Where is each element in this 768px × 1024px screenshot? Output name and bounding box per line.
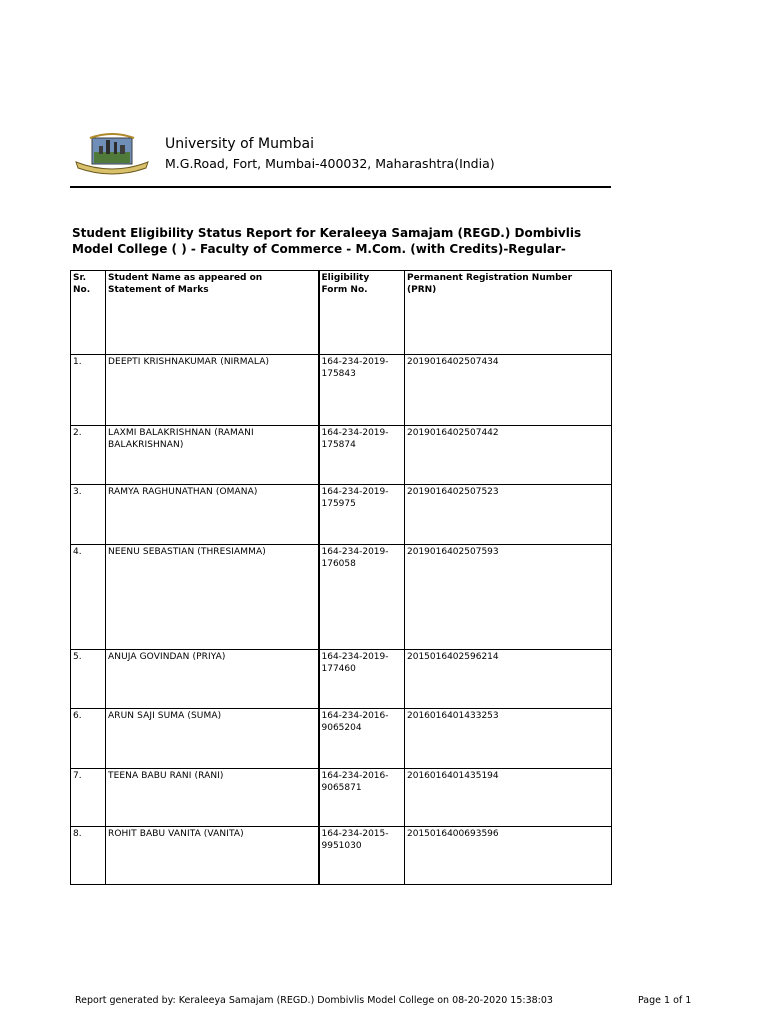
eligibility-table [70, 270, 612, 885]
cell-prn: 2019016402507434 [405, 355, 612, 426]
report-title [72, 225, 632, 257]
cell-prn: 2015016400693596 [405, 827, 612, 885]
cell-name: RAMYA RAGHUNATHAN (OMANA) [106, 485, 319, 545]
table-row [71, 545, 612, 650]
cell-form: 164-234-2016- 9065204 [319, 709, 405, 769]
cell-sr: 5. [71, 650, 106, 709]
cell-prn: 2016016401433253 [405, 709, 612, 769]
cell-name: TEENA BABU RANI (RANI) [106, 769, 319, 827]
header-sr-no: Sr. No. [71, 271, 106, 355]
table-header-row [71, 271, 612, 355]
header-eligibility-form: Eligibility Form No. [319, 271, 405, 355]
table-row [71, 355, 612, 426]
table-row [71, 769, 612, 827]
report-title-line-1: Student Eligibility Status Report for Keraleeya Samajam (REGD.) Dombivlis [72, 226, 582, 240]
header-student-name: Student Name as appeared on Statement of Marks [106, 271, 319, 355]
cell-form: 164-234-2016- 9065871 [319, 769, 405, 827]
cell-sr: 4. [71, 545, 106, 650]
cell-name: ROHIT BABU VANITA (VANITA) [106, 827, 319, 885]
university-address: M.G.Road, Fort, Mumbai-400032, Maharashtra(India) [165, 156, 495, 171]
cell-name: ARUN SAJI SUMA (SUMA) [106, 709, 319, 769]
table-row [71, 709, 612, 769]
cell-sr: 8. [71, 827, 106, 885]
cell-form: 164-234-2019- 175874 [319, 426, 405, 485]
cell-form: 164-234-2019- 175843 [319, 355, 405, 426]
cell-name: NEENU SEBASTIAN (THRESIAMMA) [106, 545, 319, 650]
cell-form: 164-234-2019- 175975 [319, 485, 405, 545]
university-name: University of Mumbai [165, 136, 314, 152]
header-prn: Permanent Registration Number (PRN) [405, 271, 612, 355]
cell-form: 164-234-2019- 176058 [319, 545, 405, 650]
cell-form: 164-234-2015- 9951030 [319, 827, 405, 885]
cell-sr: 6. [71, 709, 106, 769]
cell-prn: 2019016402507593 [405, 545, 612, 650]
cell-name: DEEPTI KRISHNAKUMAR (NIRMALA) [106, 355, 319, 426]
cell-sr: 3. [71, 485, 106, 545]
page-number: Page 1 of 1 [638, 995, 692, 1006]
cell-prn: 2019016402507523 [405, 485, 612, 545]
cell-name: LAXMI BALAKRISHNAN (RAMANI BALAKRISHNAN) [106, 426, 319, 485]
report-generated-footer: Report generated by: Keraleeya Samajam (REGD.) Dombivlis Model College on 08-20-2020 15:38:03 [75, 995, 553, 1006]
university-crest-icon [72, 132, 152, 176]
document-header [70, 128, 611, 188]
report-title-line-2: Model College ( ) - Faculty of Commerce - M.Com. (with Credits)-Regular- [72, 242, 566, 256]
cell-form: 164-234-2019- 177460 [319, 650, 405, 709]
cell-prn: 2015016402596214 [405, 650, 612, 709]
cell-name: ANUJA GOVINDAN (PRIYA) [106, 650, 319, 709]
cell-sr: 2. [71, 426, 106, 485]
table-row [71, 650, 612, 709]
table-row [71, 485, 612, 545]
table-row [71, 827, 612, 885]
cell-prn: 2016016401435194 [405, 769, 612, 827]
table-row [71, 426, 612, 485]
cell-prn: 2019016402507442 [405, 426, 612, 485]
cell-sr: 1. [71, 355, 106, 426]
cell-sr: 7. [71, 769, 106, 827]
